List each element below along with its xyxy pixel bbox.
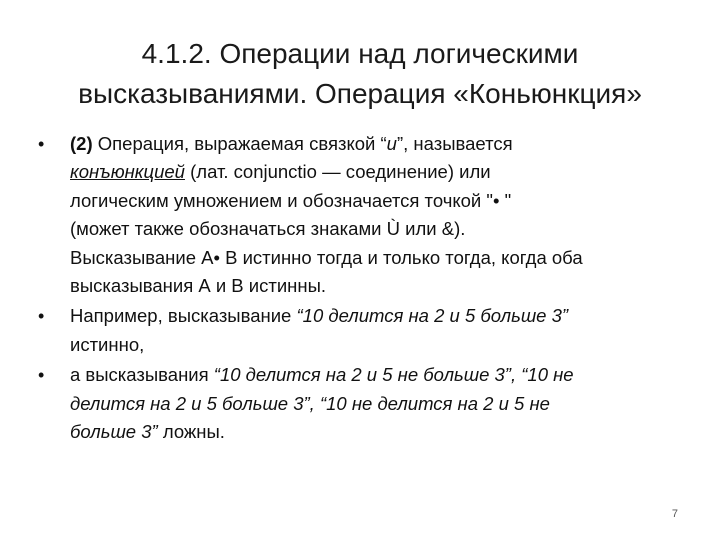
text: (лат. conjunctio — соединение) или xyxy=(184,161,491,183)
bullet-3-line-3 xyxy=(70,418,694,446)
text: Операция, выражаемая связкой “ xyxy=(97,133,387,154)
bullet-3-line-1 xyxy=(70,361,694,389)
bullet-2-line-2: истинно, xyxy=(70,333,145,355)
italic-text: “10 делится на 2 и 5 не больше 3”, “10 не xyxy=(213,364,574,386)
text: а высказывания xyxy=(70,364,214,386)
bullet-item-2 xyxy=(34,302,694,359)
bullet-1-line-5: Высказывание А• В истинно тогда и только тогда, когда оба xyxy=(70,246,583,268)
text: Например, высказывание xyxy=(70,305,297,327)
bullet-1-line-1 xyxy=(70,130,694,158)
bullet-dot: • xyxy=(38,134,45,154)
text: ложны. xyxy=(157,421,225,443)
bullet-dot: • xyxy=(38,365,45,386)
bullet-3-line-2: делится на 2 и 5 больше 3”, “10 не делится на 2 и 5 не xyxy=(70,392,550,414)
slide-title xyxy=(40,34,680,114)
bullet-dot: • xyxy=(38,306,45,327)
bullet-1-line-2 xyxy=(70,158,694,186)
page-number: 7 xyxy=(671,508,678,520)
underlined-term: конъюнкцией xyxy=(70,161,185,183)
bullet-1-line-6: высказывания А и В истинны. xyxy=(70,275,327,297)
bullet-1-line-4: (может также обозначаться знаками Ù или &). xyxy=(70,218,466,240)
bullet-item-1 xyxy=(34,130,694,300)
bullet-item-3 xyxy=(34,361,694,446)
bold-marker: (2) xyxy=(70,133,98,154)
italic-text: и xyxy=(386,133,397,154)
italic-text: больше 3” xyxy=(70,421,158,443)
title-line-2: высказываниями. Операция «Коньюнкция» xyxy=(78,78,642,109)
bullet-2-line-1 xyxy=(70,302,694,330)
bullet-list xyxy=(34,130,694,448)
bullet-1-line-3: логическим умножением и обозначается точкой "• " xyxy=(70,189,512,211)
text: ”, называется xyxy=(396,133,513,154)
title-line-1: 4.1.2. Операции над логическими xyxy=(141,38,579,69)
italic-text: “10 делится на 2 и 5 больше 3” xyxy=(296,305,569,327)
